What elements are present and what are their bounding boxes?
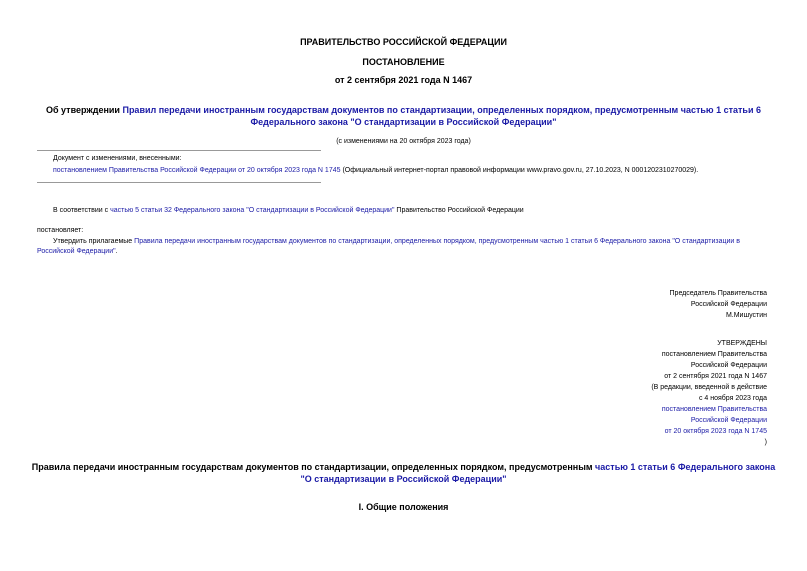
amend-link[interactable]: постановлением Правительства Российской Федерации от 20 октября 2023 года N 1745 (53, 167, 341, 174)
signature-block (670, 288, 767, 321)
basis-prefix: В соответствии с (53, 207, 111, 214)
paragraph-approve-line2 (37, 247, 118, 257)
divider-bottom (37, 182, 321, 183)
signature-name: М.Мишустин (725, 312, 767, 319)
title-link-rules[interactable]: Правил передачи иностранным государствам документов по стандартизации, определенных порядком, предусмотренным частью 1 статьи 6 (122, 105, 761, 115)
approve-prefix: Утвердить прилагаемые (53, 238, 135, 245)
government-heading: ПРАВИТЕЛЬСТВО РОССИЙСКОЙ ФЕДЕРАЦИИ (300, 37, 507, 47)
basis-suffix: Правительство Российской Федерации (394, 207, 524, 214)
rules-title-line1 (30, 461, 777, 473)
rules-title-line2 (30, 473, 777, 485)
divider-top (37, 150, 321, 151)
signature-country: Российской Федерации (690, 301, 767, 308)
document-title-line2 (30, 116, 777, 128)
rules-title-text: Правила передачи иностранным государствам документов по стандартизации, определенных порядком, предусмотренным (31, 462, 596, 472)
approved-line6: с 4 ноября 2023 года (698, 395, 767, 402)
approved-link-line7[interactable]: постановлением Правительства (661, 406, 767, 413)
title-prefix: Об утверждении (45, 105, 123, 115)
approved-close-paren: ) (764, 439, 767, 446)
approved-link-line9[interactable]: от 20 октября 2023 года N 1745 (664, 428, 767, 435)
paragraph-decrees: постановляет: (37, 227, 84, 234)
paragraph-basis (53, 206, 524, 216)
approve-suffix: . (115, 248, 118, 255)
approved-line4: от 2 сентября 2021 года N 1467 (664, 373, 767, 380)
document-type: ПОСТАНОВЛЕНИЕ (362, 57, 445, 67)
changes-note: (с изменениями на 20 октября 2023 года) (336, 138, 471, 145)
approved-line3: Российской Федерации (690, 362, 767, 369)
rules-title-link2[interactable]: "О стандартизации в Российской Федерации" (300, 474, 507, 484)
document-date: от 2 сентября 2021 года N 1467 (334, 75, 473, 85)
title-link-law[interactable]: Федерального закона "О стандартизации в Российской Федерации" (250, 117, 557, 127)
section-heading: I. Общие положения (358, 502, 449, 512)
approved-label: УТВЕРЖДЕНЫ (717, 340, 767, 347)
approved-line2: постановлением Правительства (661, 351, 767, 358)
approved-line5: (В редакции, введенной в действие (651, 384, 767, 391)
amend-label: Документ с изменениями, внесенными: (53, 155, 182, 162)
basis-link[interactable]: частью 5 статьи 32 Федерального закона "О стандартизации в Российской Федерации" (110, 207, 395, 214)
approve-link-b[interactable]: Российской Федерации" (37, 248, 116, 255)
paragraph-approve-line1 (53, 237, 740, 247)
rules-title-link1[interactable]: частью 1 статьи 6 Федерального закона (595, 462, 776, 472)
amend-source: (Официальный интернет-портал правовой информации www.pravo.gov.ru, 27.10.2023, N 0001202310270029). (340, 167, 699, 174)
document-title-line1 (30, 104, 777, 116)
amend-entry (53, 166, 698, 176)
approved-link-line8[interactable]: Российской Федерации (690, 417, 767, 424)
approve-link-a[interactable]: Правила передачи иностранным государствам документов по стандартизации, определенных порядком, предусмотренным частью 1 статьи 6 Федерального закона "О стандартизации в (134, 238, 741, 245)
signature-position: Председатель Правительства (669, 290, 767, 297)
approval-block (651, 338, 767, 448)
